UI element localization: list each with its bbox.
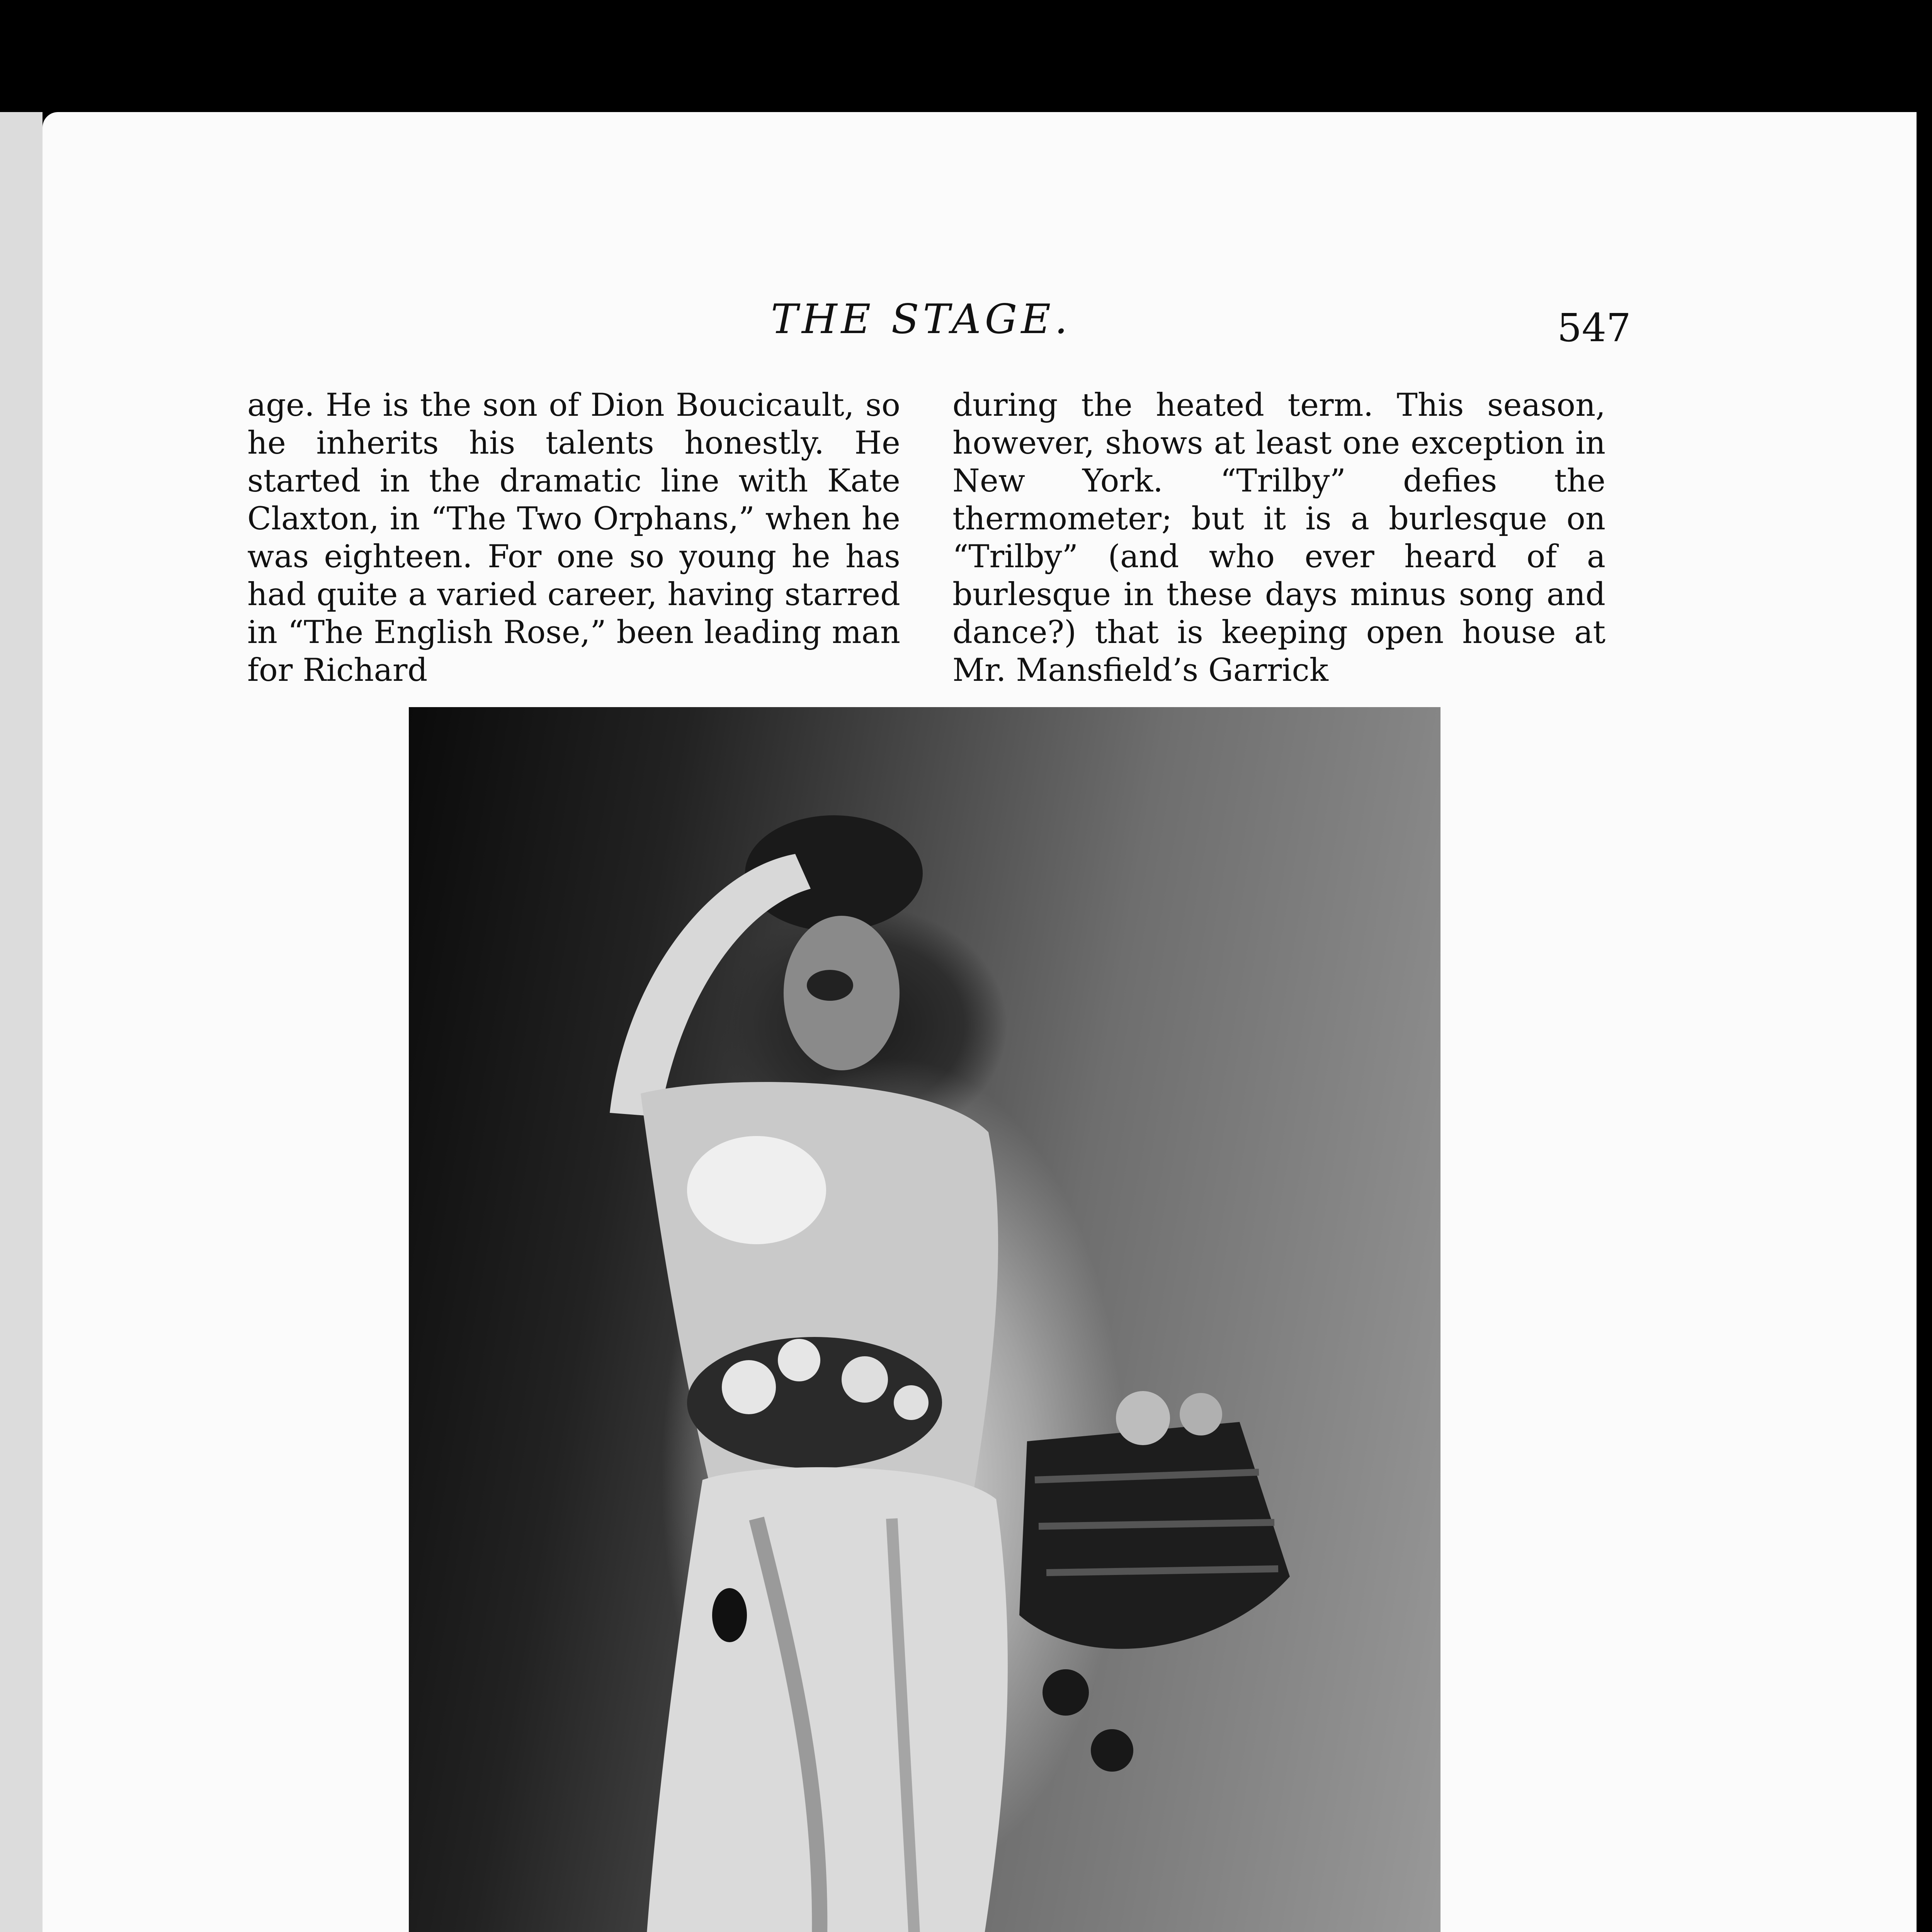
portrait-photo [409,707,1440,1932]
top-left-paragraph: age. He is the son of Dion Boucicault, so he inherits his talents honestly. He started in the dramatic line with Kate Claxton, in “The Two Orphans,” when he was eighteen. For one so young he has had quite a varied career, having starred in “The English Rose,” been leading man for Richard [247,387,900,689]
book-spine [0,112,43,1932]
top-right-paragraph: during the heated term. This season, however, shows at least one exception in New York. “Trilby” defies the thermometer; but it is a burlesque on “Trilby” (and who ever heard of a burlesque in these days minus song and dance?) that is keeping open house at Mr. Mansfield’s Garrick [952,387,1605,689]
portrait-figure [409,707,1440,1932]
top-right-column [952,386,1605,689]
running-head: THE STAGE. [771,296,1071,343]
page-number: 547 [1557,305,1631,350]
top-left-column [247,386,900,689]
